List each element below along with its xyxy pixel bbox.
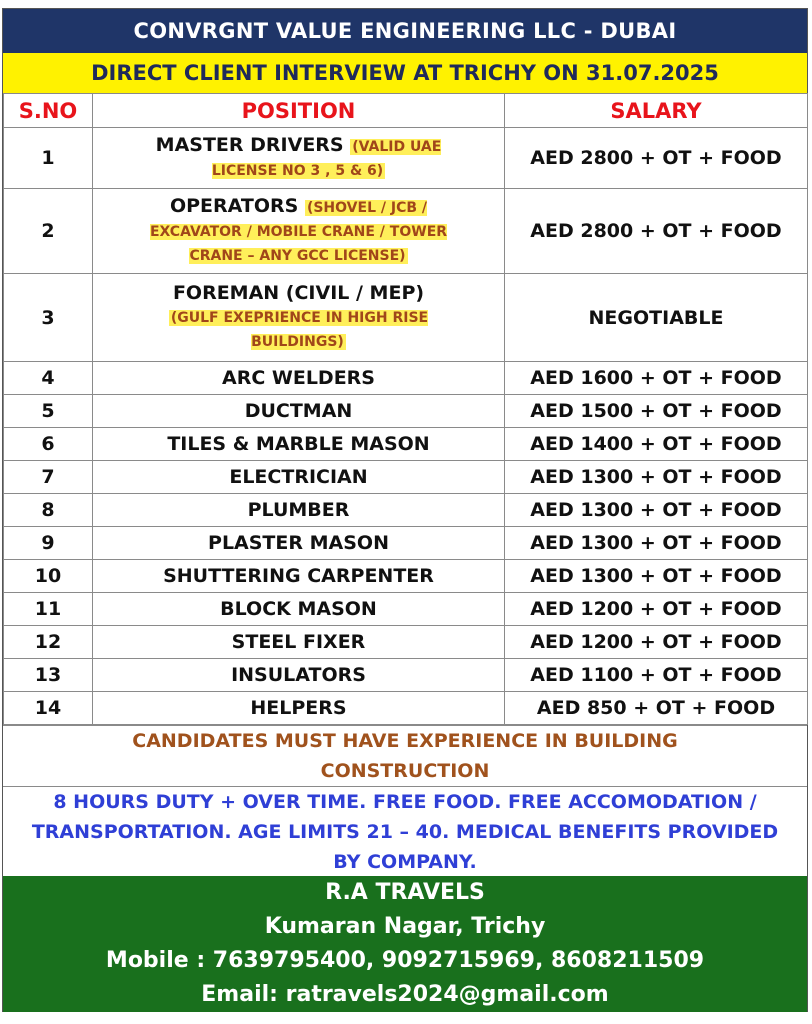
row-sno: 3 (4, 274, 93, 362)
row-position: FOREMAN (CIVIL / MEP) (172, 282, 425, 304)
row-salary: NEGOTIABLE (505, 274, 808, 362)
row-position: TILES & MARBLE MASON (93, 428, 505, 461)
row-note: (VALID UAE LICENSE NO 3 , 5 & 6) (211, 139, 442, 179)
row-sno: 12 (4, 626, 93, 659)
benefits-info (3, 786, 807, 877)
row-salary: AED 1600 + OT + FOOD (505, 362, 808, 395)
table-row (4, 659, 808, 692)
row-position: ARC WELDERS (93, 362, 505, 395)
agency-email: Email: ratravels2024@gmail.com (201, 982, 609, 1007)
row-sno: 14 (4, 692, 93, 725)
table-header-row (4, 94, 808, 128)
row-position: BLOCK MASON (93, 593, 505, 626)
table-row (4, 560, 808, 593)
row-sno: 2 (4, 189, 93, 274)
row-sno: 4 (4, 362, 93, 395)
table-row (4, 428, 808, 461)
column-header-salary: SALARY (505, 94, 808, 128)
row-position: OPERATORS (169, 195, 299, 217)
row-position: INSULATORS (93, 659, 505, 692)
row-salary: AED 1300 + OT + FOOD (505, 560, 808, 593)
row-position: STEEL FIXER (93, 626, 505, 659)
row-position: DUCTMAN (93, 395, 505, 428)
experience-text: CANDIDATES MUST HAVE EXPERIENCE IN BUILDING CONSTRUCTION (132, 730, 678, 782)
row-position: SHUTTERING CARPENTER (93, 560, 505, 593)
row-position: HELPERS (93, 692, 505, 725)
row-position-cell (93, 189, 505, 274)
row-position: PLUMBER (93, 494, 505, 527)
row-sno: 5 (4, 395, 93, 428)
table-row (4, 128, 808, 189)
row-note: (SHOVEL / JCB / EXCAVATOR / MOBILE CRANE / TOWER CRANE – ANY GCC LICENSE) (149, 200, 448, 264)
row-position-cell (93, 274, 505, 362)
row-sno: 8 (4, 494, 93, 527)
table-row (4, 626, 808, 659)
agency-name: R.A TRAVELS (325, 880, 485, 905)
row-position: ELECTRICIAN (93, 461, 505, 494)
row-salary: AED 1300 + OT + FOOD (505, 461, 808, 494)
row-salary: AED 1100 + OT + FOOD (505, 659, 808, 692)
company-title: CONVRGNT VALUE ENGINEERING LLC - DUBAI (3, 9, 807, 53)
row-position: MASTER DRIVERS (155, 134, 344, 156)
table-row (4, 189, 808, 274)
row-sno: 10 (4, 560, 93, 593)
row-sno: 13 (4, 659, 93, 692)
table-row (4, 274, 808, 362)
row-salary: AED 1200 + OT + FOOD (505, 626, 808, 659)
row-position: PLASTER MASON (93, 527, 505, 560)
row-note: (GULF EXEPRIENCE IN HIGH RISE BUILDINGS) (170, 310, 429, 350)
column-header-position: POSITION (93, 94, 505, 128)
interview-banner: DIRECT CLIENT INTERVIEW AT TRICHY ON 31.07.2025 (3, 53, 807, 93)
row-salary: AED 850 + OT + FOOD (505, 692, 808, 725)
table-row (4, 494, 808, 527)
experience-requirement (3, 725, 807, 786)
table-row (4, 692, 808, 725)
table-row (4, 527, 808, 560)
table-row (4, 461, 808, 494)
row-salary: AED 1300 + OT + FOOD (505, 527, 808, 560)
positions-table (3, 93, 808, 725)
row-salary: AED 1500 + OT + FOOD (505, 395, 808, 428)
table-row (4, 593, 808, 626)
agency-footer (3, 876, 807, 1012)
row-salary: AED 1200 + OT + FOOD (505, 593, 808, 626)
agency-mobile: Mobile : 7639795400, 9092715969, 8608211509 (105, 948, 705, 973)
row-sno: 7 (4, 461, 93, 494)
row-sno: 11 (4, 593, 93, 626)
column-header-sno: S.NO (4, 94, 93, 128)
row-position-cell (93, 128, 505, 189)
row-salary: AED 1400 + OT + FOOD (505, 428, 808, 461)
table-row (4, 395, 808, 428)
row-sno: 1 (4, 128, 93, 189)
row-salary: AED 1300 + OT + FOOD (505, 494, 808, 527)
benefits-text: 8 HOURS DUTY + OVER TIME. FREE FOOD. FREE ACCOMODATION / TRANSPORTATION. AGE LIMITS 21 – 40. MEDICAL BENEFITS PROVIDED BY COMPANY. (31, 791, 779, 873)
row-salary: AED 2800 + OT + FOOD (505, 128, 808, 189)
table-row (4, 362, 808, 395)
row-sno: 9 (4, 527, 93, 560)
agency-address: Kumaran Nagar, Trichy (264, 914, 546, 939)
row-salary: AED 2800 + OT + FOOD (505, 189, 808, 274)
row-sno: 6 (4, 428, 93, 461)
